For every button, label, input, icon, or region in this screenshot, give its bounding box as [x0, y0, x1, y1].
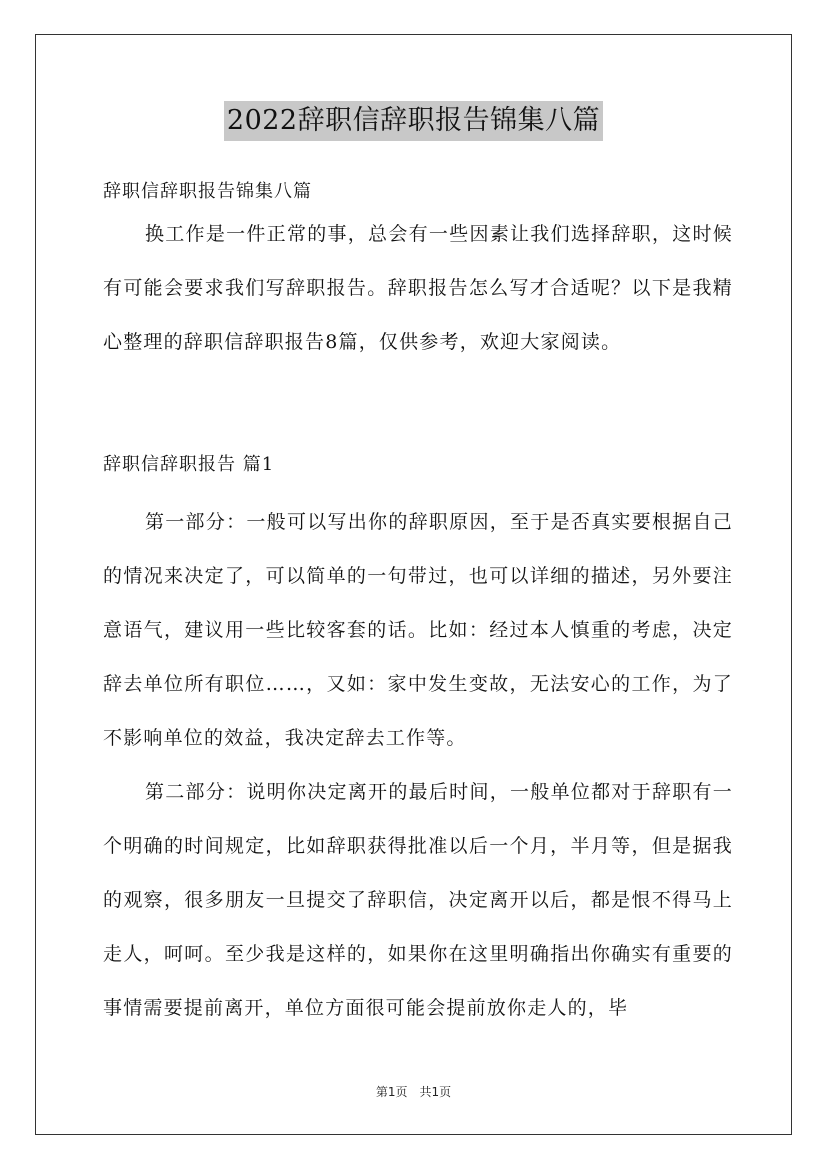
body-paragraph-1: 第一部分：一般可以写出你的辞职原因，至于是否真实要根据自己的情况来决定了，可以简单的一句带过，也可以详细的描述，另外要注意语气，建议用一些比较客套的话。比如：经过本人慎重的考虑，决定辞去单位所有职位……，又如：家中发生变故，无法安心的工作，为了不影响单位的效益，我决定辞去工作等。 — [103, 511, 733, 749]
intro-block — [103, 207, 733, 369]
document-title: 2022辞职信辞职报告锦集八篇 — [224, 101, 603, 141]
title-container — [0, 101, 827, 141]
section-heading: 辞职信辞职报告 篇1 — [103, 454, 275, 475]
page-footer: 第1页 共1页 — [375, 1085, 452, 1099]
document-subtitle: 辞职信辞职报告锦集八篇 — [103, 181, 312, 202]
intro-paragraph: 换工作是一件正常的事，总会有一些因素让我们选择辞职，这时候有可能会要求我们写辞职报告。辞职报告怎么写才合适呢？以下是我精心整理的辞职信辞职报告8篇，仅供参考，欢迎大家阅读。 — [103, 223, 733, 353]
body-paragraph-2: 第二部分：说明你决定离开的最后时间，一般单位都对于辞职有一个明确的时间规定，比如辞职获得批准以后一个月，半月等，但是据我的观察，很多朋友一旦提交了辞职信，决定离开以后，都是恨不得马上走人，呵呵。至少我是这样的，如果你在这里明确指出你确实有重要的事情需要提前离开，单位方面很可能会提前放你走人的，毕 — [103, 781, 733, 1019]
section-body — [103, 495, 733, 1035]
